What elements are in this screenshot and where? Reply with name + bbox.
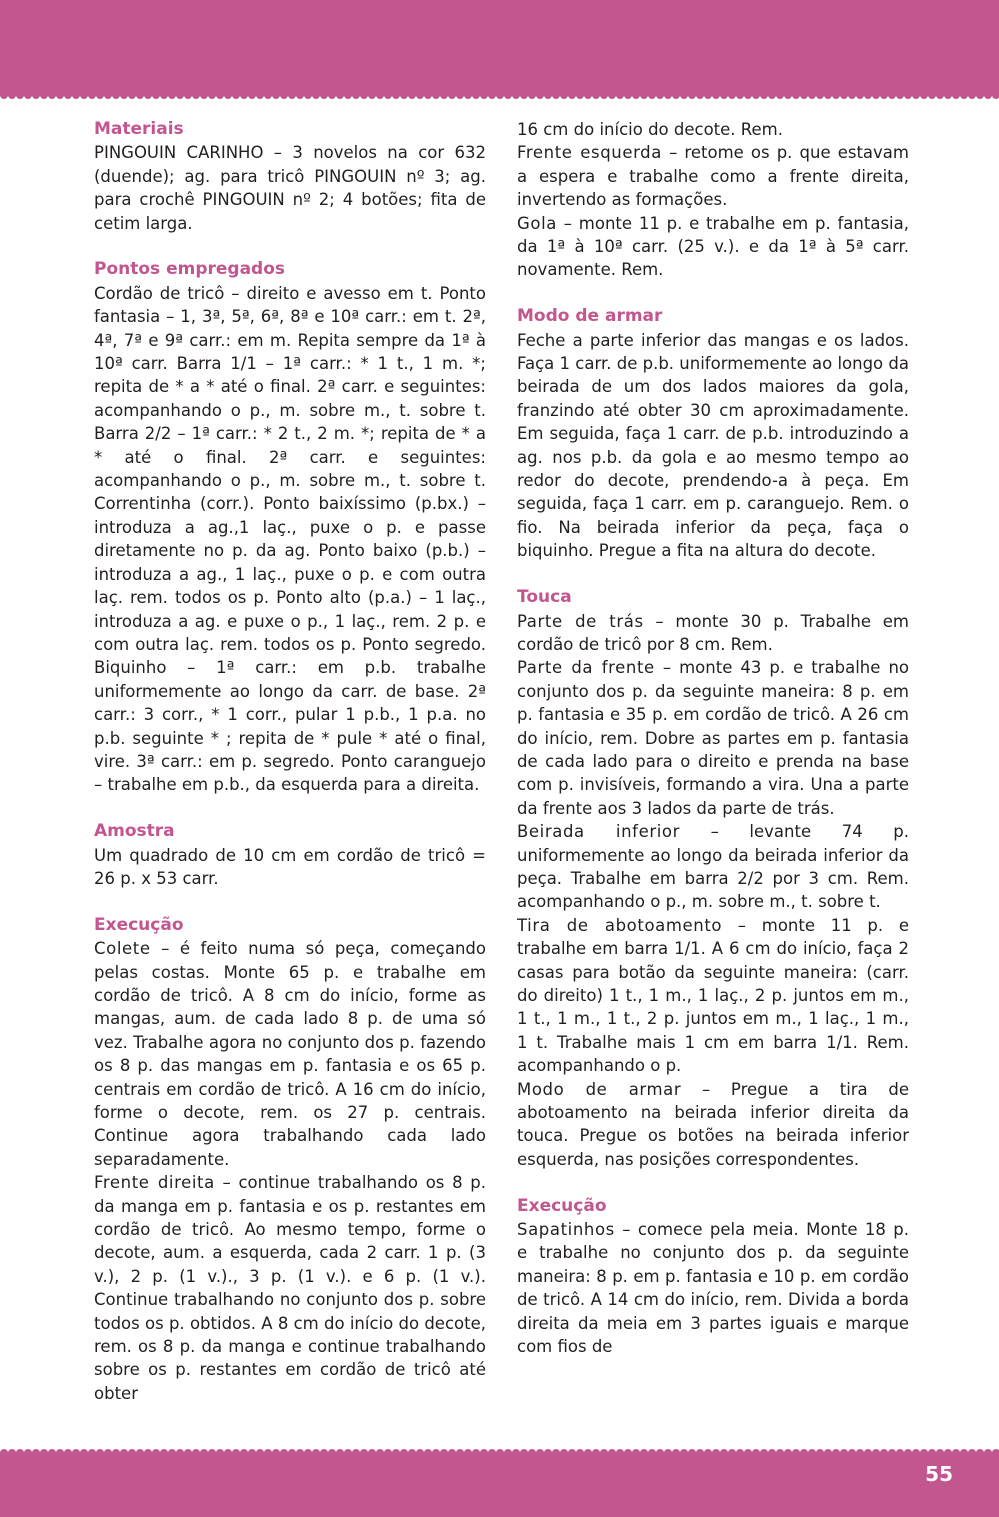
- frente-direita-paragraph: [94, 1171, 486, 1405]
- section-pontos: [94, 258, 486, 796]
- section-materiais: [94, 118, 486, 235]
- parte-tras-term: Parte de trás: [517, 611, 644, 631]
- section-execucao: [94, 914, 486, 1406]
- left-column: [94, 118, 486, 1405]
- modo-touca-text: – Pregue a tira de abotoamento na beirada inferior direita da touca. Pregue os botões na beirada inferior esquerda, nas posições correspondentes.: [517, 1079, 909, 1169]
- page-number: 55: [925, 1462, 953, 1486]
- heading-execucao-2: Execução: [517, 1195, 607, 1216]
- sapatinhos-paragraph: [517, 1218, 909, 1358]
- frente-direita-text: – continue trabalhando os 8 p. da manga em p. fantasia e os p. restantes em cordão de tricô. Ao mesmo tempo, forme o decote, aum. a esquerda, cada 2 carr. 1 p. (3 v.), 2 p. (1 v.)., 3 p. (1 v.). e 6 p. (1 v.). Continue trabalhando no conjunto dos p. sobre todos os p. obtidos. A 8 cm do início do decote, rem. os 8 p. da manga e continue trabalhando sobre os p. restantes em cordão de tricô até obter: [94, 1173, 486, 1403]
- colete-text: – é feito numa só peça, começando pelas costas. Monte 65 p. e trabalhe em cordão de tricô. A 8 cm do início, forme as mangas, aum. de cada lado 8 p. de uma só vez. Trabalhe agora no conjunto dos p. fazendo os 8 p. das mangas em p. fantasia e os 65 p. centrais em cordão de tricô. A 16 cm do início, forme o decote, rem. os 27 p. centrais. Continue agora trabalhando cada lado separadamente.: [94, 939, 486, 1169]
- section-touca: [517, 586, 909, 1171]
- right-column: [517, 118, 909, 1358]
- tira-paragraph: [517, 914, 909, 1078]
- frente-esquerda-paragraph: [517, 141, 909, 211]
- beirada-term: Beirada inferior: [517, 822, 680, 842]
- modo-armar-text: Feche a parte inferior das mangas e os lados. Faça 1 carr. de p.b. uniformemente ao longo da beirada de um dos lados maiores da gola, franzindo até obter 30 cm aproximadamente. Em seguida, faça 1 carr. de p.b. introduzindo a ag. nos p.b. da gola e ao mesmo tempo ao redor do decote, prendendo-a à peça. Em seguida, faça 1 carr. em p. caranguejo. Rem. o fio. Na beirada inferior da peça, faça o biquinho. Pregue a fita na altura do decote.: [517, 330, 909, 561]
- colete-term: Colete: [94, 939, 151, 959]
- frente-direita-term: Frente direita: [94, 1173, 215, 1193]
- modo-touca-paragraph: [517, 1078, 909, 1172]
- section-amostra: [94, 820, 486, 890]
- sapatinhos-text: – comece pela meia. Monte 18 p. e trabalhe no conjunto dos p. da seguinte maneira: 8 p. em p. fantasia e 10 p. em cordão de tricô. A 14 cm do início, rem. Divida a borda direita da meia em 3 partes iguais e marque com fios de: [517, 1220, 909, 1357]
- section-modo-armar: [517, 305, 909, 562]
- pontos-text: Cordão de tricô – direito e avesso em t. Ponto fantasia – 1, 3ª, 5ª, 6ª, 8ª e 10ª carr.: em t. 2ª, 4ª, 7ª e 9ª carr.: em m. Repita sempre da 1ª à 10ª carr. Barra 1/1 – 1ª carr.: * 1 t., 1 m. *; repita de * a * até o final. 2ª carr. e seguintes: acompanhando o p., m. sobre m., t. sobre t. Barra 2/2 – 1ª carr.: * 2 t., 2 m. *; repita de * a * até o final. 2ª carr. e seguintes: acompanhando o p., m. sobre m., t. sobre t. Correntinha (corr.). Ponto baixíssimo (p.bx.) – introduza a ag.,1 laç., puxe o p. e passe diretamente no p. da ag. Ponto baixo (p.b.) – introduza a ag., 1 laç., puxe o p. e com outra laç. rem. todos os p. Ponto alto (p.a.) – 1 laç., introduza a ag. e puxe o p., 1 laç., rem. 2 p. e com outra laç. rem. todos os p. Ponto segredo. Biquinho – 1ª carr.: em p.b. trabalhe uniformemente ao longo da carr. de base. 2ª carr.: 3 corr., * 1 corr., pular 1 p.b., 1 p.a. no p.b. seguinte * ; repita de * pule * até o final, vire. 3ª carr.: em p. segredo. Ponto caranguejo – trabalhe em p.b., da esquerda para a direita.: [94, 283, 486, 795]
- modo-touca-term: Modo de armar: [517, 1079, 682, 1099]
- top-scallop-edge: [0, 92, 999, 102]
- heading-execucao: Execução: [94, 914, 184, 935]
- colete-paragraph: [94, 937, 486, 1171]
- parte-frente-text: – monte 43 p. e trabalhe no conjunto dos p. da seguinte maneira: 8 p. em p. fantasia e 35 p. em cordão de tricô. A 26 cm do início, rem. Dobre as partes em p. fantasia de cada lado para o direito e prenda na base com p. invisíveis, formando a vira. Una a parte da frente aos 3 lados da parte de trás.: [517, 658, 909, 818]
- parte-frente-paragraph: [517, 656, 909, 820]
- gola-text: – monte 11 p. e trabalhe em p. fantasia, da 1ª à 10ª carr. (25 v.). e da 1ª à 5ª carr. novamente. Rem.: [517, 213, 909, 280]
- beirada-paragraph: [517, 820, 909, 914]
- amostra-text: Um quadrado de 10 cm em cordão de tricô = 26 p. x 53 carr.: [94, 845, 486, 888]
- section-execucao-2: [517, 1195, 909, 1359]
- heading-amostra: Amostra: [94, 821, 175, 842]
- parte-frente-term: Parte da frente: [517, 658, 655, 678]
- gola-term: Gola: [517, 213, 557, 233]
- tira-term: Tira de abotoamento: [517, 915, 723, 935]
- materiais-text: PINGOUIN CARINHO – 3 novelos na cor 632 (duende); ag. para tricô PINGOUIN nº 3; ag. para crochê PINGOUIN nº 2; 4 botões; fita de cetim larga.: [94, 143, 486, 233]
- top-band: [0, 0, 999, 96]
- heading-pontos: Pontos empregados: [94, 259, 286, 280]
- heading-touca: Touca: [517, 587, 572, 608]
- tira-text: – monte 11 p. e trabalhe em barra 1/1. A 6 cm do início, faça 2 casas para botão da seguinte maneira: (carr. do direito) 1 t., 1 m., 1 laç., 2 p. juntos em m., 1 t., 1 m., 1 t., 2 p. juntos em m., 1 laç., 1 m., 1 t. Trabalhe mais 1 cm em barra 1/1. Rem. acompanhando o p.: [517, 915, 909, 1076]
- parte-tras-paragraph: [517, 610, 909, 657]
- continuation-text: 16 cm do início do decote. Rem.: [517, 120, 783, 139]
- beirada-text: – levante 74 p. uniformemente ao longo da beirada inferior da peça. Trabalhe em barra 2/2 por 3 cm. Rem. acompanhando o p., m. sobre m., t. sobre t.: [517, 822, 909, 912]
- heading-modo-armar: Modo de armar: [517, 306, 663, 327]
- bottom-band: [0, 1452, 999, 1517]
- frente-esquerda-term: Frente esquerda: [517, 143, 662, 163]
- parte-tras-text: – monte 30 p. Trabalhe em cordão de tricô por 8 cm. Rem.: [517, 611, 909, 654]
- frente-esquerda-text: – retome os p. que estavam a espera e trabalhe como a frente direita, invertendo as formações.: [517, 143, 909, 210]
- gola-paragraph: [517, 212, 909, 282]
- sapatinhos-term: Sapatinhos: [517, 1220, 615, 1240]
- heading-materiais: Materiais: [94, 119, 184, 139]
